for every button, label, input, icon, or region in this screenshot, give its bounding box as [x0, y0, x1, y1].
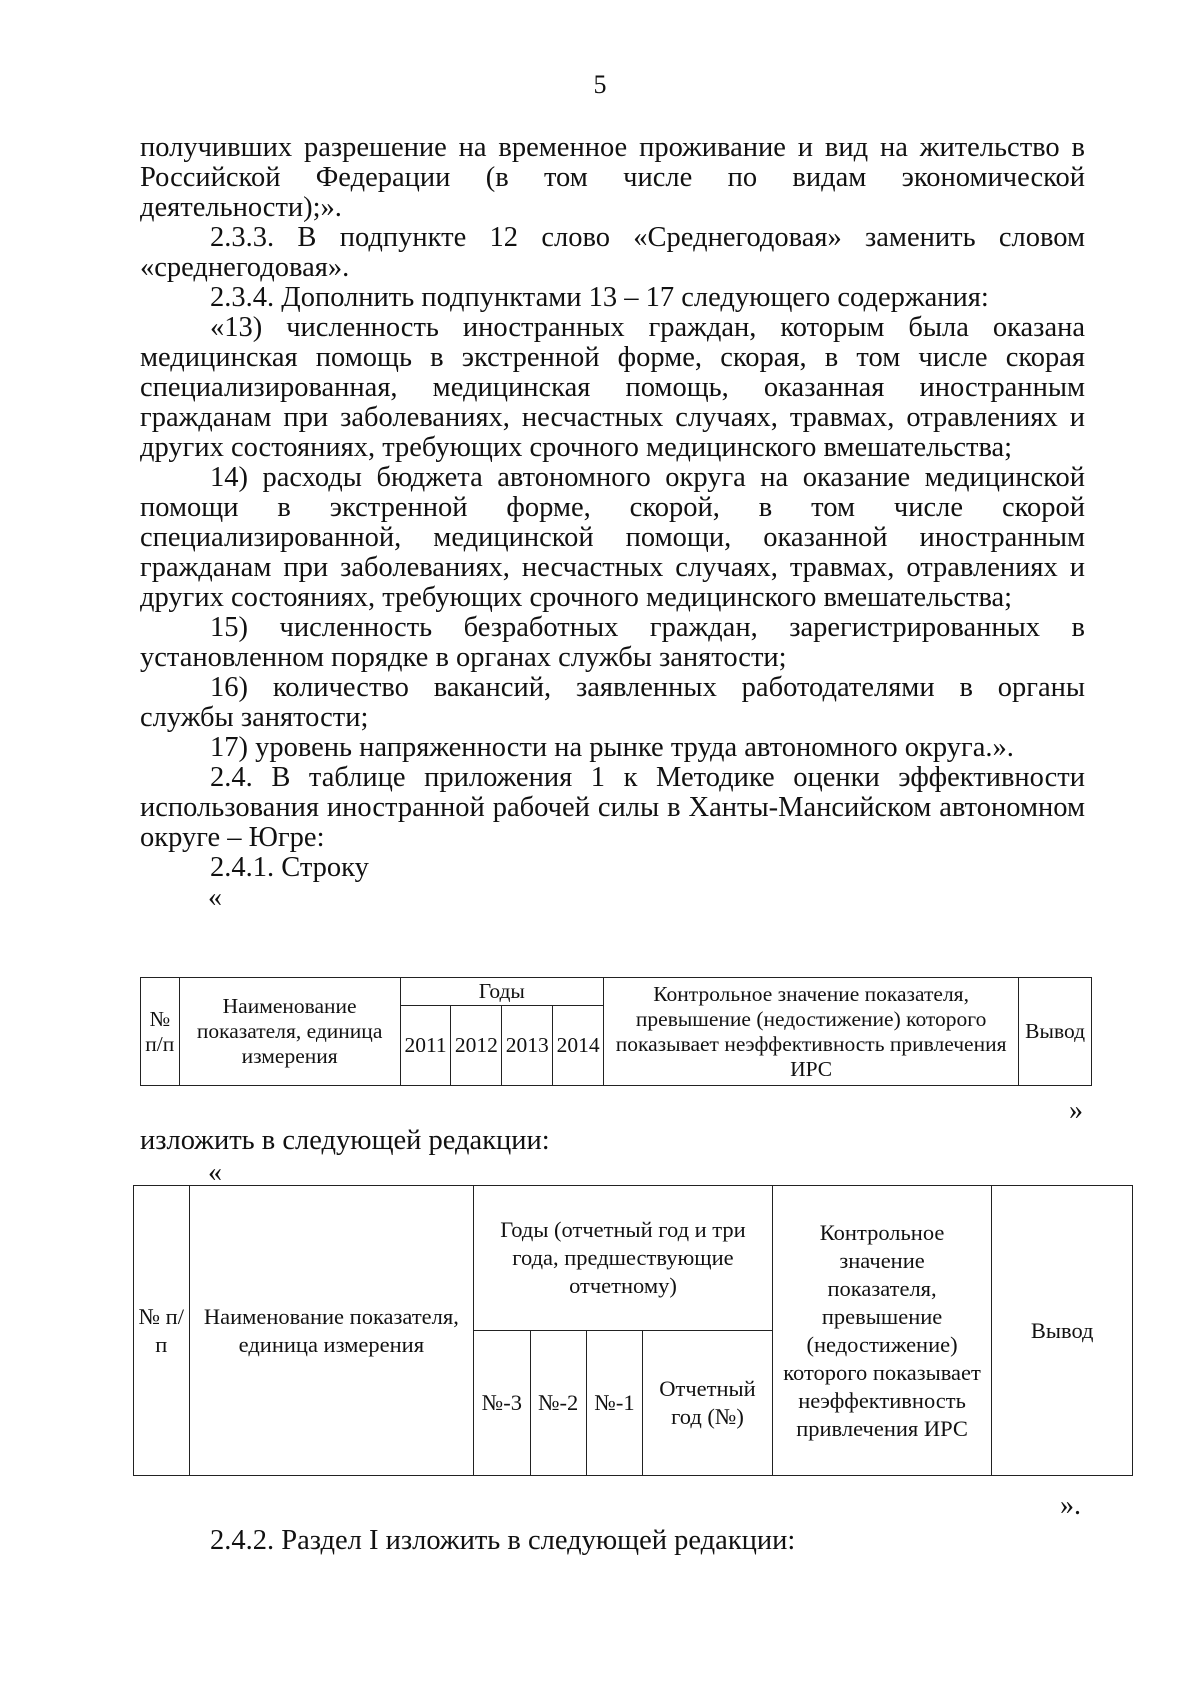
text-line: специализированная, медицинская помощь, оказанная иностранным — [140, 372, 1085, 403]
header-year-current: Отчетный год (№) — [643, 1331, 773, 1476]
text-line: установленном порядке в органах службы занятости; — [140, 642, 787, 673]
text-line: «13) численность иностранных граждан, которым была оказана — [210, 312, 1085, 343]
header-num: № п/п — [134, 1186, 190, 1476]
header-year: №-2 — [530, 1331, 586, 1476]
text-line: 16) количество вакансий, заявленных работодателями в органы — [210, 672, 1085, 703]
text-line: 15) численность безработных граждан, зарегистрированных в — [210, 612, 1085, 643]
text-line: 2.4. В таблице приложения 1 к Методике оценки эффективности — [210, 762, 1085, 793]
text-line: гражданам при заболеваниях, несчастных случаях, травмах, отравлениях и — [140, 552, 1085, 583]
header-year: 2011 — [400, 1006, 451, 1086]
text-line: округе – Югре: — [140, 822, 325, 853]
new-indicator-table — [133, 1185, 1133, 1476]
header-num: № п/п — [141, 978, 180, 1086]
text-line: Российской Федерации (в том числе по видам экономической — [140, 162, 1085, 193]
text-line: 2.4.2. Раздел I изложить в следующей редакции: — [210, 1525, 796, 1556]
header-year: 2014 — [553, 1006, 604, 1086]
header-conclusion: Вывод — [1019, 978, 1092, 1086]
header-year: 2012 — [451, 1006, 502, 1086]
header-control-value: Контрольное значение показателя, превышение (недостижение) которого показывает неэффективность привлечения ИРС — [772, 1186, 992, 1476]
text-line: 2.3.3. В подпункте 12 слово «Среднегодовая» заменить словом — [210, 222, 1085, 253]
text-line: 14) расходы бюджета автономного округа на оказание медицинской — [210, 462, 1085, 493]
header-name: Наименование показателя, единица измерения — [189, 1186, 474, 1476]
close-quote: » — [1069, 1095, 1083, 1126]
header-years: Годы — [400, 978, 603, 1006]
header-control-value: Контрольное значение показателя, превышение (недостижение) которого показывает неэффективность привлечения ИРС — [604, 978, 1019, 1086]
open-quote: « — [208, 1157, 222, 1188]
text-line: деятельности);». — [140, 192, 342, 223]
old-indicator-table — [140, 977, 1092, 1086]
open-quote: « — [208, 882, 222, 913]
header-year: №-1 — [586, 1331, 642, 1476]
text-line: 2.3.4. Дополнить подпунктами 13 – 17 следующего содержания: — [210, 282, 989, 313]
text-line: других состояниях, требующих срочного медицинского вмешательства; — [140, 432, 1013, 463]
text-line: медицинская помощь в экстренной форме, скорая, в том числе скорая — [140, 342, 1085, 373]
header-year: 2013 — [502, 1006, 553, 1086]
text-line: специализированной, медицинской помощи, оказанной иностранным — [140, 522, 1085, 553]
text-line: использования иностранной рабочей силы в Ханты-Мансийском автономном — [140, 792, 1085, 823]
text-line: 2.4.1. Строку — [210, 852, 369, 883]
header-name: Наименование показателя, единица измерения — [179, 978, 400, 1086]
text-line: «среднегодовая». — [140, 252, 350, 283]
text-line: службы занятости; — [140, 702, 369, 733]
text-line: 17) уровень напряженности на рынке труда автономного округа.». — [210, 732, 1014, 763]
header-years: Годы (отчетный год и три года, предшествующие отчетному) — [474, 1186, 773, 1331]
text-line: гражданам при заболеваниях, несчастных случаях, травмах, отравлениях и — [140, 402, 1085, 433]
page-number: 5 — [593, 70, 607, 99]
text-line: изложить в следующей редакции: — [140, 1125, 550, 1156]
close-quote: ». — [1060, 1490, 1081, 1521]
text-line: других состояниях, требующих срочного медицинского вмешательства; — [140, 582, 1013, 613]
text-line: помощи в экстренной форме, скорой, в том числе скорой — [140, 492, 1085, 523]
header-conclusion: Вывод — [992, 1186, 1133, 1476]
text-line: получивших разрешение на временное проживание и вид на жительство в — [140, 132, 1085, 163]
header-year: №-3 — [474, 1331, 530, 1476]
